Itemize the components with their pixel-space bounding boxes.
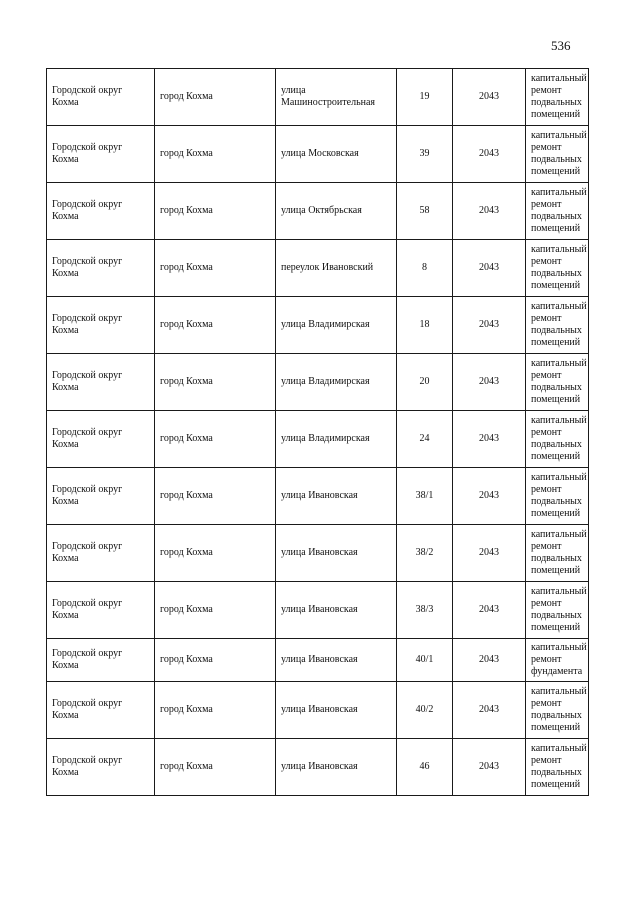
year-cell: 2043 [453,682,526,739]
work-type-line: подвальных [531,97,582,108]
work-type-cell [526,126,589,183]
work-type-cell [526,411,589,468]
house-number-cell: 40/1 [397,639,453,682]
work-type-line: помещений [531,722,581,733]
year-cell: 2043 [453,69,526,126]
work-type-line: помещений [531,779,581,790]
work-type-cell [526,354,589,411]
street-cell: улица Ивановская [276,739,397,796]
work-type-line: ремонт [531,654,562,665]
work-type-line: капитальный [531,244,587,255]
work-type-line: фундамента [531,666,583,677]
district-cell: Городской округ Кохма [47,126,155,183]
year-cell: 2043 [453,411,526,468]
work-type-line: ремонт [531,484,562,495]
table-row [47,240,589,297]
house-number-cell: 38/3 [397,582,453,639]
street-cell: улица Ивановская [276,639,397,682]
work-type-cell [526,240,589,297]
district-cell: Городской округ Кохма [47,411,155,468]
city-cell: город Кохма [155,69,276,126]
street-cell: улица Владимирская [276,354,397,411]
work-type-line: подвальных [531,154,582,165]
table-row [47,582,589,639]
table-row [47,297,589,354]
city-cell: город Кохма [155,525,276,582]
work-type-line: подвальных [531,710,582,721]
street-cell: улица Ивановская [276,682,397,739]
work-type-line: капитальный [531,529,587,540]
table-row [47,411,589,468]
work-type-line: помещений [531,508,581,519]
year-cell: 2043 [453,468,526,525]
work-type-cell [526,739,589,796]
district-cell: Городской округ Кохма [47,682,155,739]
street-cell: улица Ивановская [276,582,397,639]
work-type-line: подвальных [531,439,582,450]
work-type-cell [526,183,589,240]
year-cell: 2043 [453,739,526,796]
city-cell: город Кохма [155,297,276,354]
street-cell: переулок Ивановский [276,240,397,297]
street-cell: улица Владимирская [276,411,397,468]
table-body [47,69,589,796]
work-type-cell [526,525,589,582]
work-type-line: капитальный [531,73,587,84]
work-type-line: капитальный [531,472,587,483]
work-type-line: помещений [531,337,581,348]
year-cell: 2043 [453,240,526,297]
street-cell: улица Октябрьская [276,183,397,240]
year-cell: 2043 [453,582,526,639]
district-cell: Городской округ Кохма [47,639,155,682]
district-cell: Городской округ Кохма [47,525,155,582]
work-type-line: капитальный [531,130,587,141]
work-type-cell [526,297,589,354]
work-type-line: ремонт [531,541,562,552]
work-type-line: ремонт [531,256,562,267]
work-type-line: ремонт [531,313,562,324]
district-cell: Городской округ Кохма [47,468,155,525]
year-cell: 2043 [453,297,526,354]
work-type-line: ремонт [531,85,562,96]
house-number-cell: 8 [397,240,453,297]
work-type-line: капитальный [531,415,587,426]
work-type-cell [526,468,589,525]
repair-schedule-table [46,68,589,796]
work-type-line: ремонт [531,199,562,210]
work-type-line: капитальный [531,358,587,369]
street-cell: улица Московская [276,126,397,183]
house-number-cell: 58 [397,183,453,240]
house-number-cell: 38/1 [397,468,453,525]
work-type-line: помещений [531,565,581,576]
street-cell: улица Владимирская [276,297,397,354]
house-number-cell: 20 [397,354,453,411]
house-number-cell: 24 [397,411,453,468]
street-cell: улица Ивановская [276,468,397,525]
table-row [47,354,589,411]
work-type-line: ремонт [531,370,562,381]
work-type-line: подвальных [531,382,582,393]
year-cell: 2043 [453,354,526,411]
work-type-line: капитальный [531,686,587,697]
work-type-line: подвальных [531,496,582,507]
work-type-line: подвальных [531,268,582,279]
work-type-line: ремонт [531,427,562,438]
city-cell: город Кохма [155,126,276,183]
city-cell: город Кохма [155,411,276,468]
city-cell: город Кохма [155,739,276,796]
year-cell: 2043 [453,126,526,183]
work-type-line: подвальных [531,767,582,778]
table-row [47,525,589,582]
city-cell: город Кохма [155,183,276,240]
district-cell: Городской округ Кохма [47,582,155,639]
work-type-line: помещений [531,109,581,120]
work-type-cell [526,582,589,639]
table-row [47,468,589,525]
table-row [47,639,589,682]
district-cell: Городской округ Кохма [47,739,155,796]
city-cell: город Кохма [155,354,276,411]
work-type-line: помещений [531,622,581,633]
city-cell: город Кохма [155,639,276,682]
work-type-line: помещений [531,280,581,291]
work-type-line: капитальный [531,187,587,198]
table-row [47,69,589,126]
work-type-line: помещений [531,223,581,234]
house-number-cell: 46 [397,739,453,796]
house-number-cell: 39 [397,126,453,183]
work-type-line: ремонт [531,755,562,766]
work-type-line: капитальный [531,642,587,653]
page-number: 536 [551,38,571,53]
work-type-line: ремонт [531,698,562,709]
work-type-line: подвальных [531,325,582,336]
work-type-line: капитальный [531,301,587,312]
work-type-line: ремонт [531,142,562,153]
district-cell: Городской округ Кохма [47,183,155,240]
work-type-cell [526,682,589,739]
house-number-cell: 18 [397,297,453,354]
work-type-line: подвальных [531,610,582,621]
house-number-cell: 19 [397,69,453,126]
table-row [47,682,589,739]
district-cell: Городской округ Кохма [47,69,155,126]
street-cell: улица Машиностроительная [276,69,397,126]
work-type-line: помещений [531,394,581,405]
table-row [47,739,589,796]
city-cell: город Кохма [155,468,276,525]
district-cell: Городской округ Кохма [47,354,155,411]
work-type-line: помещений [531,166,581,177]
street-cell: улица Ивановская [276,525,397,582]
city-cell: город Кохма [155,582,276,639]
work-type-line: капитальный [531,586,587,597]
district-cell: Городской округ Кохма [47,240,155,297]
district-cell: Городской округ Кохма [47,297,155,354]
work-type-line: подвальных [531,553,582,564]
year-cell: 2043 [453,183,526,240]
house-number-cell: 40/2 [397,682,453,739]
city-cell: город Кохма [155,682,276,739]
work-type-cell [526,639,589,682]
house-number-cell: 38/2 [397,525,453,582]
city-cell: город Кохма [155,240,276,297]
work-type-line: ремонт [531,598,562,609]
work-type-line: капитальный [531,743,587,754]
table-row [47,126,589,183]
work-type-cell [526,69,589,126]
work-type-line: подвальных [531,211,582,222]
year-cell: 2043 [453,639,526,682]
year-cell: 2043 [453,525,526,582]
work-type-line: помещений [531,451,581,462]
table-row [47,183,589,240]
